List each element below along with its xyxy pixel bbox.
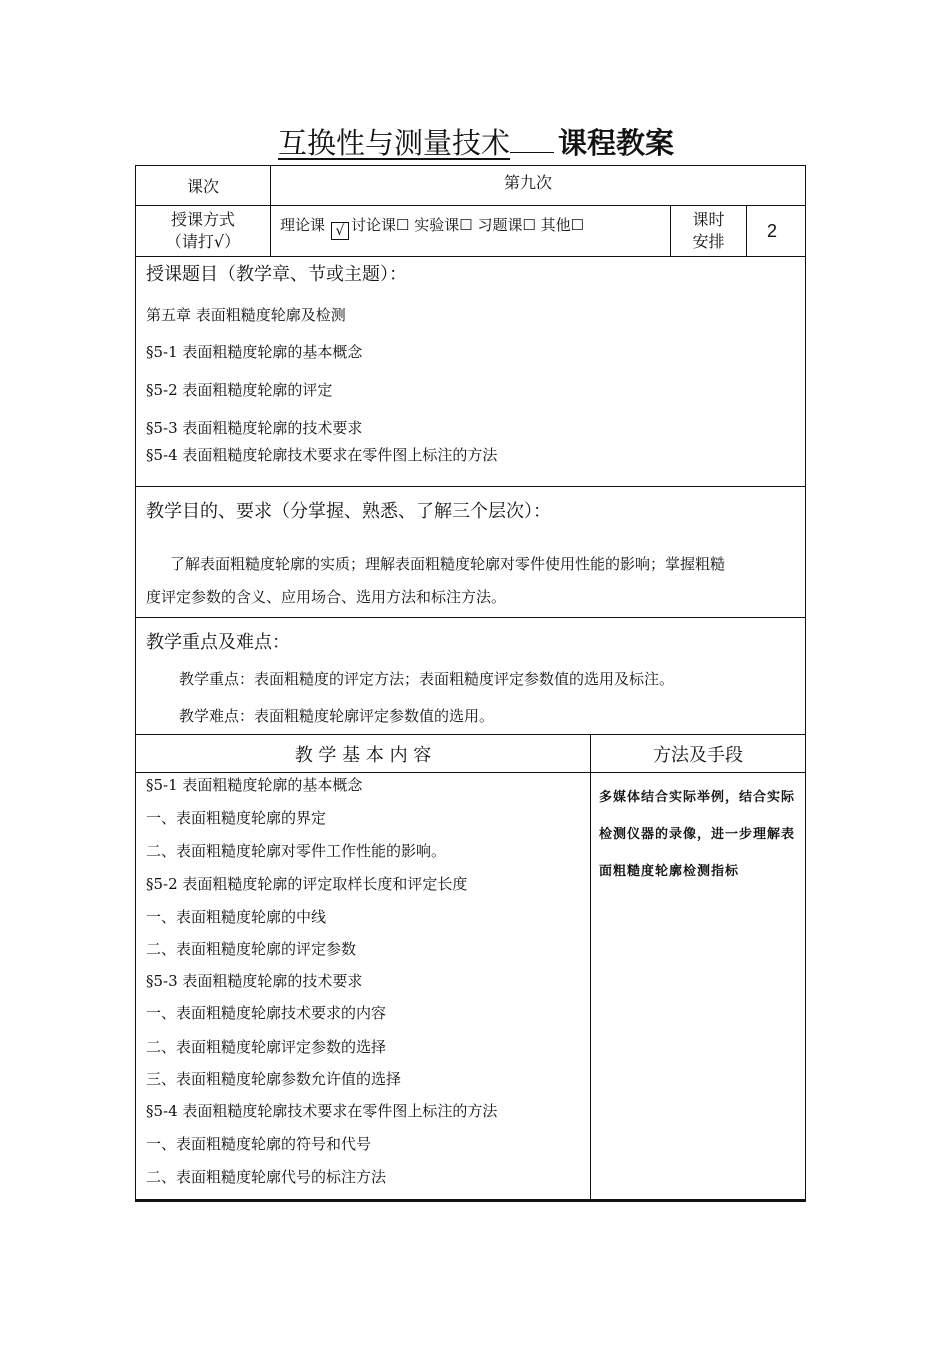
content-line: §5-4 表面粗糙度轮廓技术要求在零件图上标注的方法: [146, 1102, 498, 1120]
hours-value: 2: [766, 220, 777, 241]
document-title: [0, 122, 952, 163]
method-description: 多媒体结合实际举例，结合实际检测仪器的录像，进一步理解表面粗糙度轮廓检测指标: [599, 790, 796, 879]
objectives-section: [136, 487, 805, 618]
content-line: 二、表面粗糙度轮廓的评定参数: [146, 940, 357, 958]
content-header: 教 学 基 本 内 容: [136, 735, 591, 772]
session-row: [136, 166, 805, 206]
content-line: 一、表面粗糙度轮廓的界定: [146, 809, 327, 827]
class-type-label-line1: 授课方式: [170, 210, 235, 229]
teaching-focus: 教学重点：表面粗糙度的评定方法；表面粗糙度评定参数值的选用及标注。: [179, 670, 675, 688]
session-label: 课次: [136, 166, 271, 205]
theory-checkbox[interactable]: √: [331, 222, 349, 240]
hours-label-line2: 安排: [692, 232, 725, 251]
hours-label: [671, 206, 747, 256]
objectives-line: 了解表面粗糙度轮廓的实质；理解表面粗糙度轮廓对零件使用性能的影响；掌握粗糙: [170, 555, 726, 573]
objectives-heading: 教学目的、要求（分掌握、熟悉、了解三个层次）：: [146, 501, 551, 522]
topic-heading: 授课题目（教学章、节或主题）：: [146, 264, 407, 285]
topic-section: [136, 257, 805, 487]
class-type-label: [136, 206, 271, 256]
key-points-heading: 教学重点及难点：: [146, 632, 290, 653]
session-value: 第九次: [503, 173, 552, 192]
lesson-plan-table: [135, 165, 806, 1202]
content-list: [136, 773, 591, 1199]
topic-line: §5-2 表面粗糙度轮廓的评定: [146, 381, 333, 399]
class-type-options: [271, 206, 671, 256]
content-line: §5-1 表面粗糙度轮廓的基本概念: [146, 776, 363, 794]
content-body-row: [136, 773, 805, 1199]
topic-line: 第五章 表面粗糙度轮廓及检测: [146, 306, 346, 324]
class-type-row: [136, 206, 805, 257]
topic-line: §5-1 表面粗糙度轮廓的基本概念: [146, 343, 363, 361]
title-underline-gap: [510, 122, 554, 153]
content-line: 一、表面粗糙度轮廓的符号和代号: [146, 1135, 372, 1153]
objectives-line: 度评定参数的含义、应用场合、选用方法和标注方法。: [146, 588, 507, 606]
teaching-difficulty: 教学难点：表面粗糙度轮廓评定参数值的选用。: [179, 707, 495, 725]
topic-line: §5-3 表面粗糙度轮廓的技术要求: [146, 419, 363, 437]
content-line: 一、表面粗糙度轮廓技术要求的内容: [146, 1004, 387, 1022]
theory-option-label: 理论课: [280, 216, 326, 234]
key-points-section: [136, 618, 805, 735]
class-type-label-line2: （请打√）: [165, 232, 241, 251]
course-name: 互换性与测量技术: [277, 126, 510, 160]
content-line: 三、表面粗糙度轮廓参数允许值的选择: [146, 1070, 402, 1088]
content-header-row: [136, 735, 805, 773]
content-line: 一、表面粗糙度轮廓的中线: [146, 908, 327, 926]
content-line: §5-3 表面粗糙度轮廓的技术要求: [146, 972, 363, 990]
hours-label-line1: 课时: [692, 210, 725, 229]
content-line: 二、表面粗糙度轮廓对零件工作性能的影响。: [146, 842, 447, 860]
topic-line: §5-4 表面粗糙度轮廓技术要求在零件图上标注的方法: [146, 446, 498, 464]
method-header: 方法及手段: [653, 744, 743, 766]
content-line: 二、表面粗糙度轮廓评定参数的选择: [146, 1038, 387, 1056]
doc-type: 课程教案: [558, 126, 675, 160]
content-line: §5-2 表面粗糙度轮廓的评定取样长度和评定长度: [146, 875, 468, 893]
content-line: 二、表面粗糙度轮廓代号的标注方法: [146, 1168, 387, 1186]
other-options: 讨论课☐ 实验课☐ 习题课☐ 其他☐: [351, 216, 585, 234]
